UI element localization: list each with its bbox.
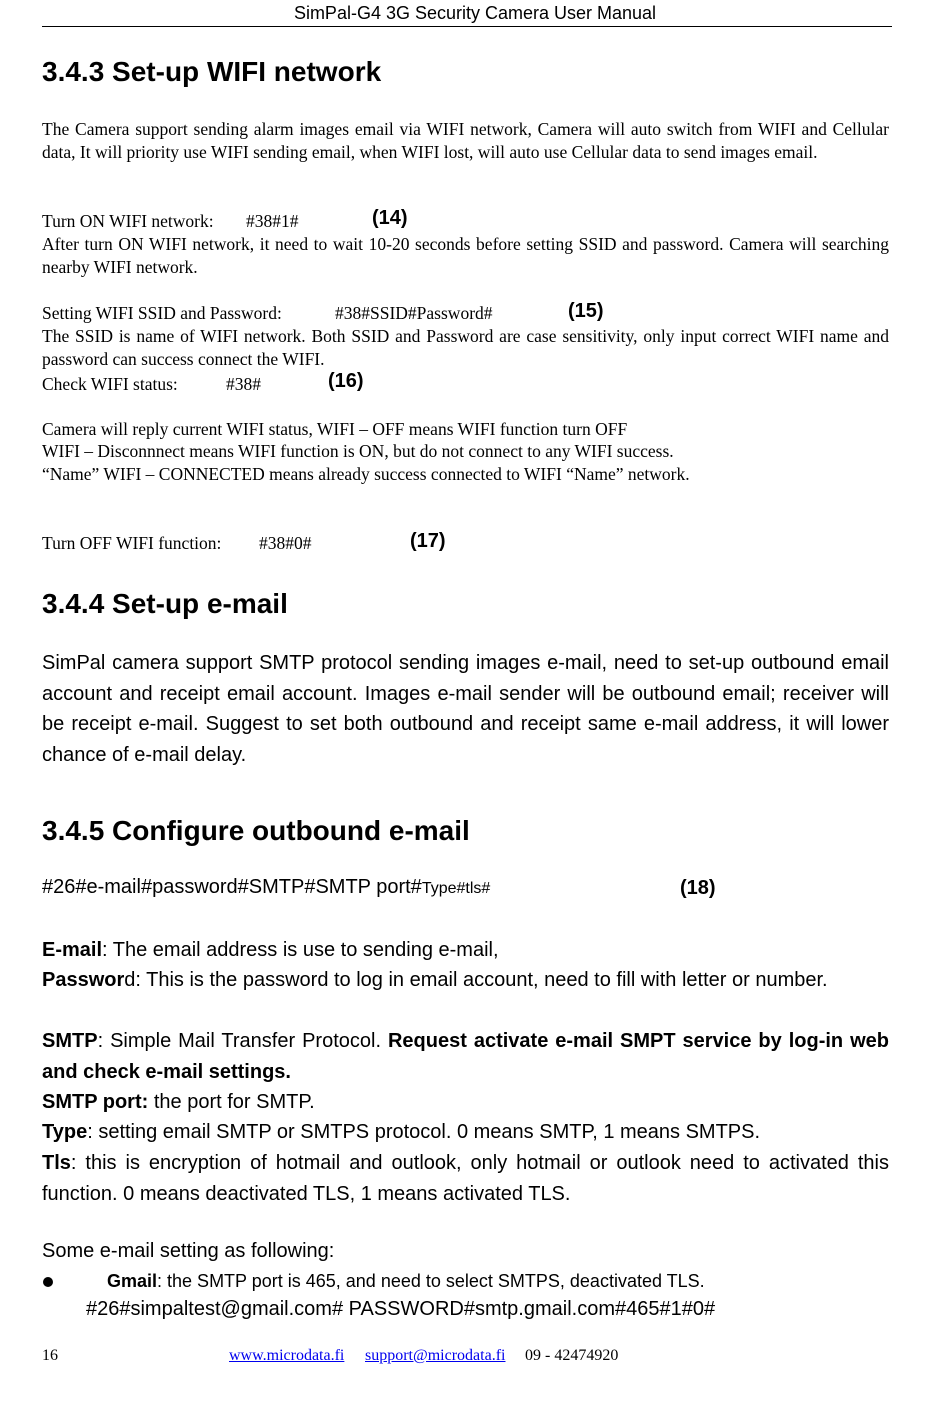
section-heading-email: 3.4.4 Set-up e-mail <box>42 588 288 619</box>
email-term: E-mail <box>42 939 103 961</box>
turn-off-wifi-command: #38#0# <box>259 533 312 553</box>
section-heading-wifi: 3.4.3 Set-up WIFI network <box>42 56 382 87</box>
ssid-label: Setting WIFI SSID and Password: <box>42 303 282 323</box>
turn-on-wifi-description: After turn ON WIFI network, it need to wait 10-20 seconds before setting SSID and password. Camera will searching nearby WIFI network. <box>42 234 889 277</box>
command-tag-17: (17) <box>410 530 446 552</box>
command-tag-14: (14) <box>372 207 408 229</box>
header-divider <box>42 26 892 27</box>
ssid-command: #38#SSID#Password# <box>335 303 493 323</box>
gmail-term-desc: : the SMTP port is 465, and need to select SMTPS, deactivated TLS. <box>157 1271 705 1291</box>
command-tag-15: (15) <box>568 300 604 322</box>
page-number: 16 <box>42 1347 58 1364</box>
gmail-term: Gmail <box>107 1271 158 1291</box>
check-wifi-command: #38# <box>226 374 261 394</box>
page-header: SimPal-G4 3G Security Camera User Manual <box>293 3 657 23</box>
gmail-command-example: #26#simpaltest@gmail.com# PASSWORD#smtp.gmail.com#465#1#0# <box>86 1298 716 1320</box>
email-setup-paragraph: SimPal camera support SMTP protocol sending images e-mail, need to set-up outbound email account and receipt email account. Images e-mail sender will be outbound email; receiver will be receipt e-mail. Suggest to set both outbound and receipt same e-mail address, it will lower chance of e-mail delay. <box>42 652 889 766</box>
password-term-desc: d: This is the password to log in email account, need to fill with letter or number. <box>124 969 828 991</box>
password-field-definition <box>42 965 889 996</box>
website-link[interactable]: www.microdata.fi <box>229 1347 345 1364</box>
type-term-desc: : setting email SMTP or SMTPS protocol. 0 means SMTP, 1 means SMTPS. <box>87 1121 761 1143</box>
smtp-term: SMTP <box>42 1030 98 1052</box>
tls-field-definition <box>42 1148 889 1209</box>
bullet-icon <box>43 1277 53 1287</box>
email-term-desc: : The email address is use to sending e-mail, <box>102 939 499 961</box>
wifi-status-line-off: Camera will reply current WIFI status, WIFI – OFF means WIFI function turn OFF <box>42 419 628 439</box>
smtp-field-definition <box>42 1026 889 1087</box>
section-heading-outbound: 3.4.5 Configure outbound e-mail <box>42 815 470 846</box>
email-field-definition <box>42 935 889 966</box>
tls-term: Tls <box>42 1152 71 1174</box>
smtp-activation-note: Request activate e-mail SMPT service by log-in web and check e-mail settings. <box>42 1030 889 1083</box>
support-email-link[interactable]: support@microdata.fi <box>365 1347 506 1364</box>
turn-on-wifi-command: #38#1# <box>246 211 299 231</box>
check-wifi-label: Check WIFI status: <box>42 374 178 394</box>
wifi-status-line-disconnect: WIFI – Disconnnect means WIFI function is ON, but do not connect to any WIFI success. <box>42 441 674 461</box>
command-tag-16: (16) <box>328 370 364 392</box>
command-tag-18: (18) <box>680 877 716 899</box>
password-term: Passwor <box>42 969 125 991</box>
wifi-status-line-connected: “Name” WIFI – CONNECTED means already success connected to WIFI “Name” network. <box>42 464 690 484</box>
smtp-port-field-definition <box>42 1087 889 1118</box>
turn-off-wifi-label: Turn OFF WIFI function: <box>42 533 222 553</box>
smtp-port-term-desc: the port for SMTP. <box>148 1091 315 1113</box>
outbound-command <box>42 876 490 899</box>
phone-number: 09 - 42474920 <box>525 1347 619 1364</box>
ssid-description: The SSID is name of WIFI network. Both SSID and Password are case sensitivity, only input correct WIFI name and password can success connect the WIFI. <box>42 326 889 369</box>
outbound-command-suffix: Type#tls# <box>421 880 491 897</box>
wifi-intro-paragraph: The Camera support sending alarm images email via WIFI network, Camera will auto switch from WIFI and Cellular data, It will priority use WIFI sending email, when WIFI lost, will auto use Cellular data to send images email. <box>42 119 889 162</box>
smtp-term-desc: : Simple Mail Transfer Protocol. <box>97 1030 388 1052</box>
email-settings-intro: Some e-mail setting as following: <box>42 1240 335 1262</box>
type-term: Type <box>42 1121 88 1143</box>
smtp-port-term: SMTP port: <box>42 1091 149 1113</box>
gmail-setting-item <box>107 1271 705 1292</box>
type-field-definition <box>42 1117 889 1148</box>
tls-term-desc: : this is encryption of hotmail and outlook, only hotmail or outlook need to activated this function. 0 means deactivated TLS, 1 means activated TLS. <box>42 1152 889 1205</box>
turn-on-wifi-label: Turn ON WIFI network: <box>42 211 214 231</box>
outbound-command-main: #26#e-mail#password#SMTP#SMTP port# <box>42 876 422 898</box>
